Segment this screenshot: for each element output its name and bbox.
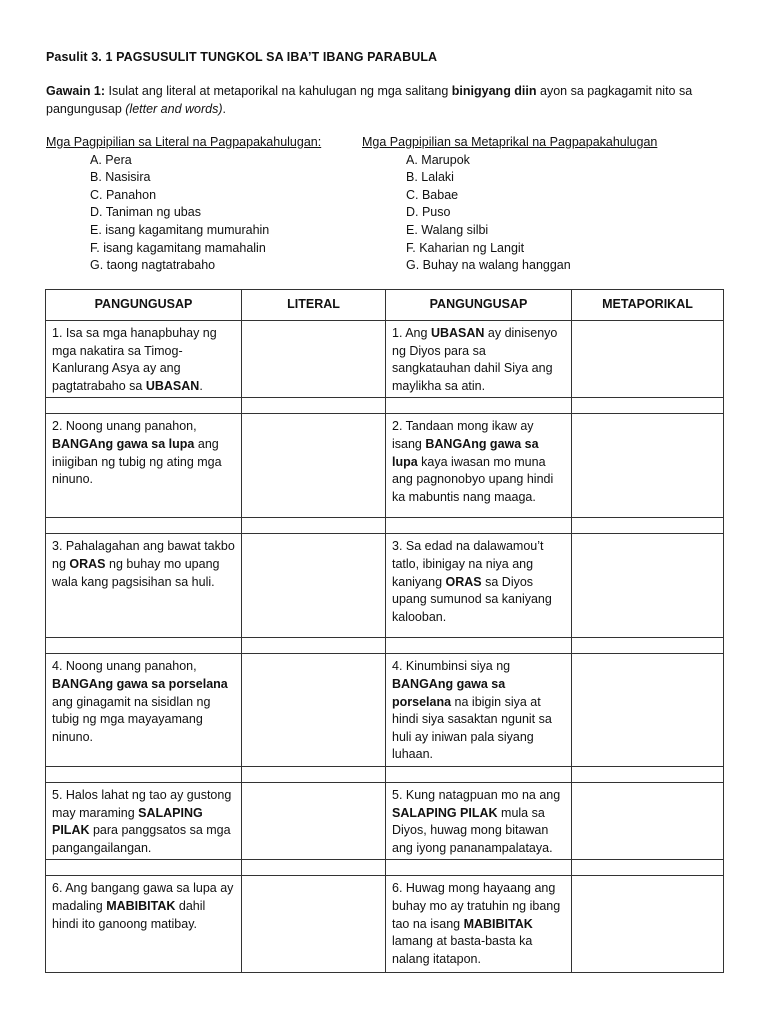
literal-sentence-cell (46, 321, 242, 398)
emphasized-word: ORAS (69, 556, 106, 571)
table-row (46, 414, 724, 518)
table-row (46, 782, 724, 859)
metaphor-sentence-cell (386, 534, 572, 638)
sentence-segment: kaya iwasan mo muna ang pagnonobyo upang hindi ka mabuntis nang maaga. (392, 454, 554, 504)
literal-choice-f: F. isang kagamitang mamahalin (90, 240, 266, 255)
metaphorical-choice-g: G. Buhay na walang hanggan (406, 258, 571, 273)
sentence-text (52, 880, 235, 933)
sentence-segment: 6. Huwag mong hayaang ang buhay mo ay tratuhin ng ibang tao na isang (392, 881, 561, 931)
metaphorical-choice-d: D. Puso (406, 205, 451, 220)
sentence-text (392, 325, 565, 395)
sentence-segment: ang iniigiban ng tubig ng ating mga ninuno. (52, 436, 222, 487)
spacer-cell (572, 766, 724, 782)
instruction-period: . (222, 102, 226, 116)
sentence-text (52, 418, 235, 488)
sentence-text (392, 538, 565, 626)
spacer-cell (242, 638, 386, 654)
spacer-cell (46, 766, 242, 782)
sentence-segment: 2. Noong unang panahon, (52, 419, 197, 434)
sentence-segment: 5. Kung natagpuan mo na ang (392, 787, 561, 802)
metaphorical-choice-f: F. Kaharian ng Langit (406, 240, 525, 255)
sentence-segment: 1. Isa sa mga hanapbuhay ng mga nakatira sa Timog-Kanlurang Asya ay ang pagtatrabaho sa (52, 326, 217, 393)
spacer-cell (572, 518, 724, 534)
spacer-row (46, 638, 724, 654)
sentence-segment: ang ginagamit na sisidlan ng tubig ng mga mayayamang ninuno. (52, 694, 211, 744)
sentence-segment: ng buhay mo upang wala kang pagsisihan sa huli. (52, 556, 220, 589)
metaphorical-answer-cell[interactable] (572, 876, 724, 973)
instruction-emphasis: binigyang diin (451, 84, 537, 98)
metaphorical-choices-heading: Mga Pagpipilian sa Metaprikal na Pagpapakahulugan (362, 135, 658, 149)
table-row (46, 876, 724, 973)
emphasized-word: UBASAN (430, 326, 485, 340)
sentence-text (392, 658, 565, 764)
spacer-cell (572, 860, 724, 876)
literal-sentence-cell (46, 654, 242, 767)
emphasized-word: MABIBITAK (463, 916, 533, 931)
spacer-cell (386, 766, 572, 782)
spacer-row (46, 518, 724, 534)
literal-sentence-cell (46, 414, 242, 518)
literal-answer-cell[interactable] (242, 876, 386, 973)
sentence-text (52, 325, 235, 395)
metaphorical-answer-cell[interactable] (572, 321, 724, 398)
literal-choice-c: C. Panahon (90, 187, 157, 202)
table-row (46, 321, 724, 398)
emphasized-word: BANGAng gawa sa porselana (392, 676, 506, 709)
sentence-segment: . (199, 378, 203, 393)
header-literal: LITERAL (242, 290, 386, 321)
metaphor-sentence-cell (386, 414, 572, 518)
literal-answer-cell[interactable] (242, 414, 386, 518)
spacer-cell (242, 518, 386, 534)
table-header-row (46, 290, 724, 321)
literal-choice-g: G. taong nagtatrabaho (90, 258, 216, 273)
metaphorical-answer-cell[interactable] (572, 782, 724, 859)
table-body (46, 321, 724, 973)
sentence-segment: dahil hindi ito ganoong matibay. (52, 898, 206, 931)
sentence-text (392, 418, 565, 506)
header-pangungusap-metaporikal: PANGUNGUSAP (386, 290, 572, 321)
literal-choice-b: B. Nasisira (90, 170, 151, 185)
header-metaporikal: METAPORIKAL (572, 290, 724, 321)
literal-answer-cell[interactable] (242, 534, 386, 638)
spacer-cell (572, 638, 724, 654)
spacer-cell (242, 860, 386, 876)
answer-table (45, 289, 724, 973)
emphasized-word: SALAPING PILAK (52, 805, 203, 838)
instruction-note: (letter and words) (125, 102, 223, 116)
literal-sentence-cell (46, 782, 242, 859)
metaphorical-choice-b: B. Lalaki (406, 170, 454, 185)
sentence-text (52, 658, 235, 746)
literal-choices-list (46, 152, 321, 275)
spacer-cell (242, 766, 386, 782)
sentence-segment: 1. Ang (392, 326, 431, 340)
sentence-segment: 4. Kinumbinsi siya ng (392, 659, 511, 674)
metaphorical-choices-list (362, 152, 657, 275)
spacer-row (46, 766, 724, 782)
emphasized-word: UBASAN (145, 378, 200, 393)
emphasized-word: BANGAng gawa sa lupa (52, 436, 195, 451)
sentence-segment: 3. Sa edad na dalawamou’t tatlo, ibinigay na niya ang kaniyang (392, 539, 544, 589)
sentence-segment: 5. Halos lahat ng tao ay gustong may maraming (52, 787, 232, 820)
spacer-cell (572, 398, 724, 414)
sentence-text (392, 880, 565, 968)
header-pangungusap-literal: PANGUNGUSAP (46, 290, 242, 321)
spacer-cell (46, 398, 242, 414)
spacer-cell (386, 398, 572, 414)
sentence-text (392, 787, 565, 857)
emphasized-word: BANGAng gawa sa porselana (52, 676, 228, 691)
metaphor-sentence-cell (386, 654, 572, 767)
spacer-cell (386, 518, 572, 534)
literal-choice-d: D. Taniman ng ubas (90, 205, 201, 220)
sentence-segment: 6. Ang bangang gawa sa lupa ay madaling (52, 881, 234, 913)
sentence-segment: ay dinisenyo ng Diyos para sa sangkatauhan dahil Siya ang maylikha sa atin. (392, 326, 558, 393)
instruction-text (46, 82, 736, 118)
literal-answer-cell[interactable] (242, 321, 386, 398)
spacer-cell (46, 518, 242, 534)
sentence-segment: na ibigin siya at hindi siya sasaktan ngunit sa huli ay iniwan pala siyang luhaan. (392, 694, 552, 762)
emphasized-word: MABIBITAK (106, 898, 176, 913)
metaphorical-answer-cell[interactable] (572, 654, 724, 767)
sentence-text (52, 787, 235, 857)
literal-choice-a: A. Pera (90, 152, 132, 167)
instruction-body-end: ayon sa pagkagamit nito sa pangungusap (46, 84, 693, 116)
literal-sentence-cell (46, 876, 242, 973)
metaphor-sentence-cell (386, 321, 572, 398)
instruction-label: Gawain 1: (46, 84, 106, 98)
table-row (46, 534, 724, 638)
spacer-cell (386, 860, 572, 876)
literal-answer-cell[interactable] (242, 654, 386, 767)
literal-choices (46, 134, 321, 275)
table-row (46, 654, 724, 767)
page-title: Pasulit 3. 1 PAGSUSULIT TUNGKOL SA IBA’T IBANG PARABULA (46, 50, 438, 64)
sentence-segment: sa Diyos upang sumunod sa kaniyang kalooban. (392, 574, 552, 624)
metaphor-sentence-cell (386, 782, 572, 859)
sentence-segment: para panggsatos sa mga pangangailangan. (52, 823, 231, 855)
emphasized-word: BANGAng gawa sa lupa (392, 436, 539, 469)
emphasized-word: ORAS (445, 574, 482, 589)
metaphor-sentence-cell (386, 876, 572, 973)
sentence-segment: 3. Pahalagahan ang bawat takbo ng (52, 539, 235, 571)
metaphorical-answer-cell[interactable] (572, 414, 724, 518)
sentence-segment: mula sa Diyos, huwag mong bitawan ang iyong pananampalataya. (392, 805, 553, 855)
literal-answer-cell[interactable] (242, 782, 386, 859)
spacer-row (46, 398, 724, 414)
metaphorical-choice-e: E. Walang silbi (406, 222, 489, 237)
sentence-segment: 2. Tandaan mong ikaw ay isang (392, 419, 534, 451)
metaphorical-answer-cell[interactable] (572, 534, 724, 638)
spacer-row (46, 860, 724, 876)
sentence-text (52, 538, 235, 591)
metaphorical-choice-c: C. Babae (406, 187, 459, 202)
metaphorical-choice-a: A. Marupok (406, 152, 470, 167)
literal-choices-heading: Mga Pagpipilian sa Literal na Pagpapakahulugan: (46, 135, 322, 149)
spacer-cell (46, 860, 242, 876)
instruction-body-start: Isulat ang literal at metaporikal na kahulugan ng mga salitang (105, 84, 452, 98)
spacer-cell (386, 638, 572, 654)
literal-sentence-cell (46, 534, 242, 638)
literal-choice-e: E. isang kagamitang mumurahin (90, 222, 270, 237)
metaphorical-choices (362, 134, 657, 275)
emphasized-word: SALAPING PILAK (392, 805, 498, 820)
spacer-cell (242, 398, 386, 414)
sentence-segment: 4. Noong unang panahon, (52, 659, 197, 674)
sentence-segment: lamang at basta-basta ka nalang itatapon. (392, 934, 533, 966)
spacer-cell (46, 638, 242, 654)
